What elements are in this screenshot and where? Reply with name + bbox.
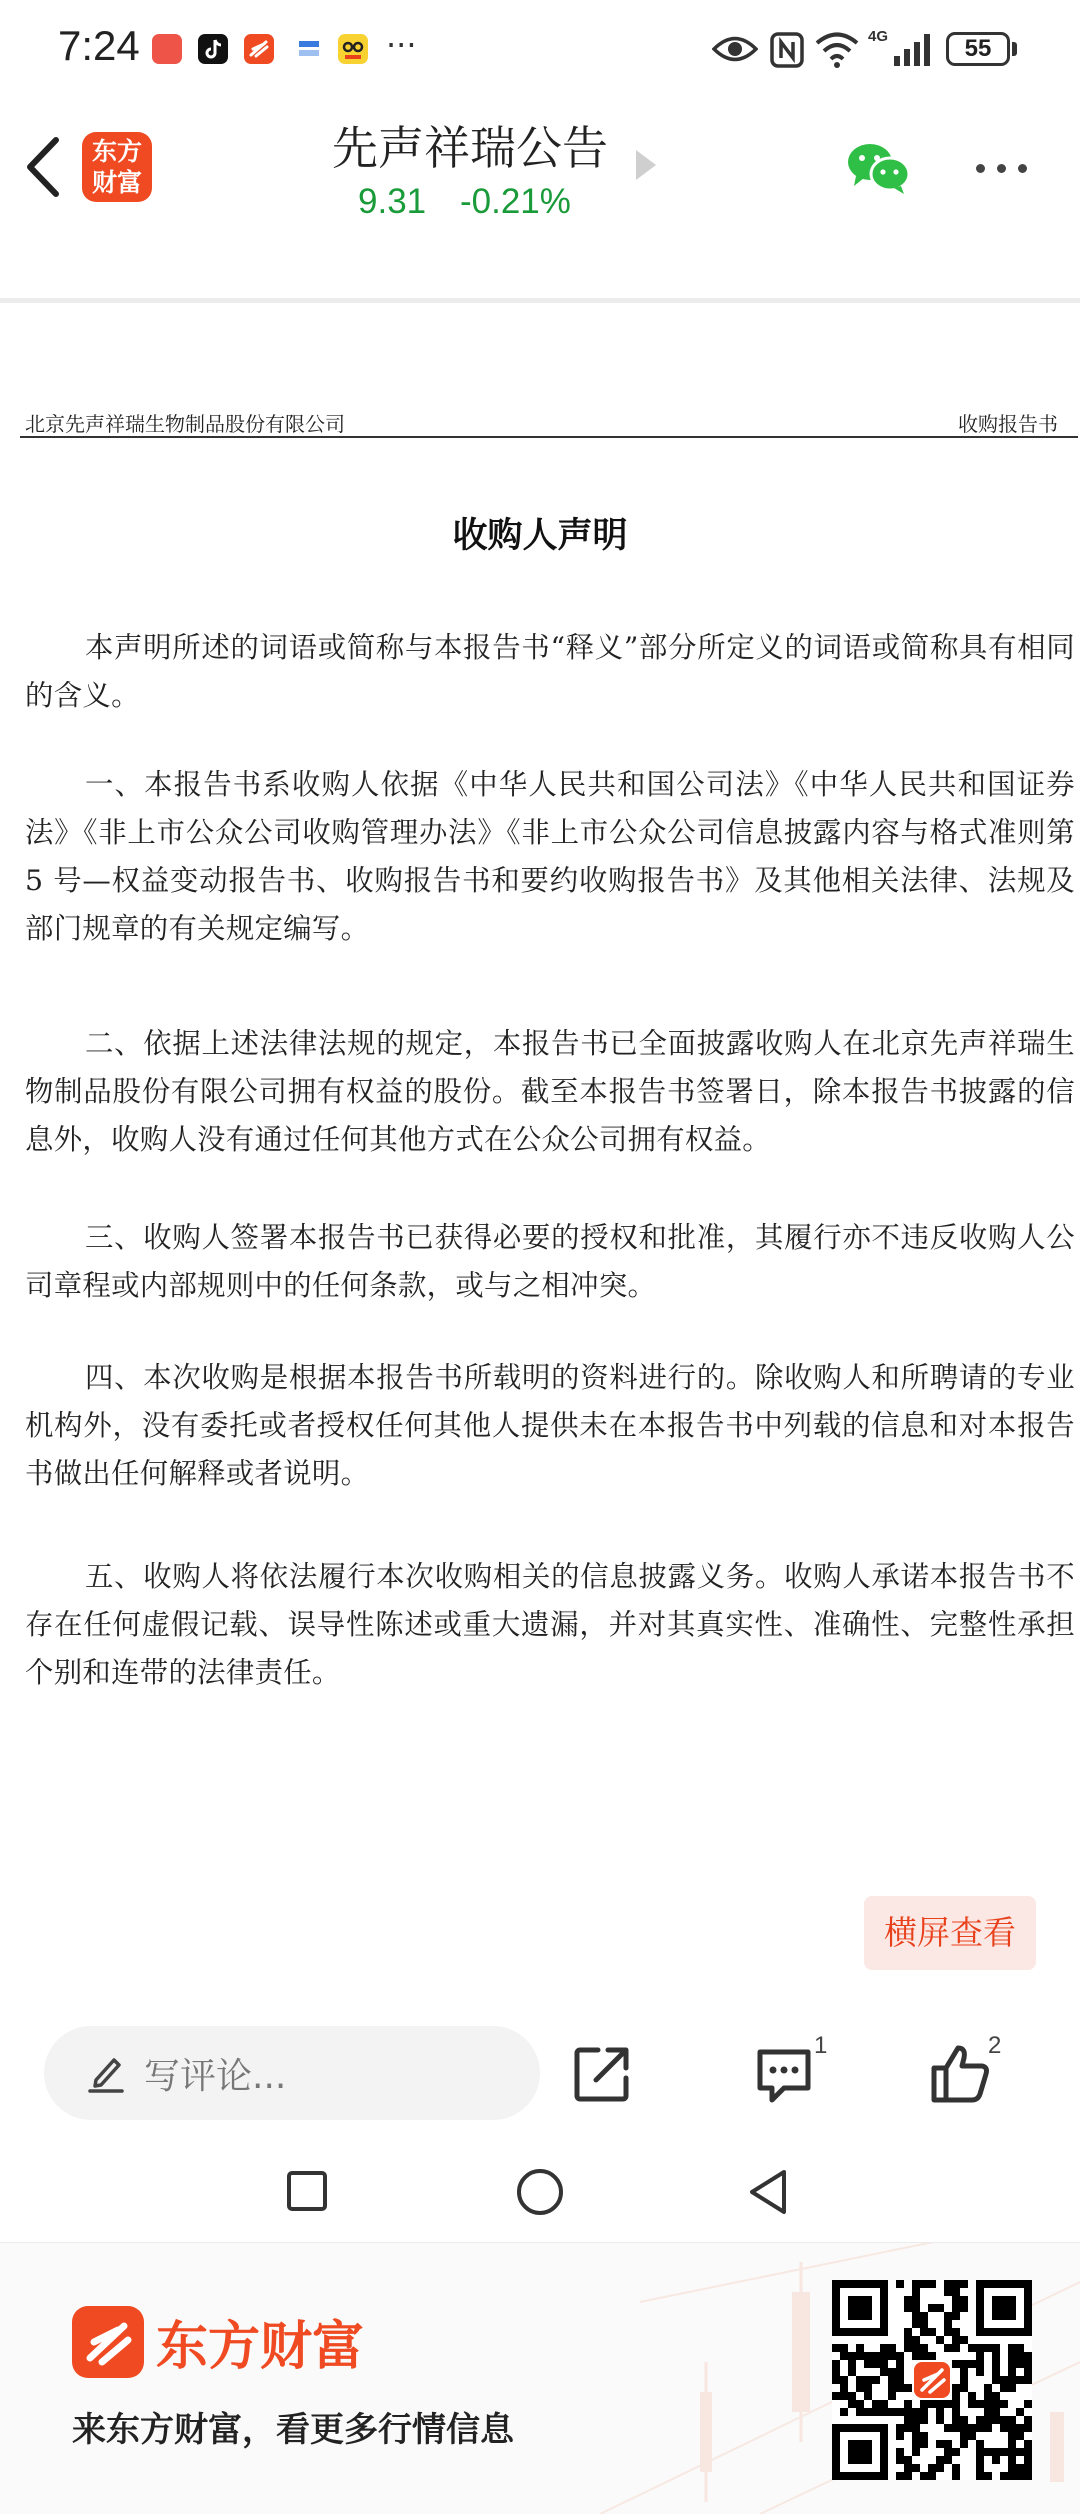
app-notification-icon — [152, 34, 182, 64]
landscape-view-button[interactable]: 横屏查看 — [864, 1896, 1036, 1970]
game-icon — [338, 34, 368, 64]
document-header-rule — [20, 436, 1078, 438]
pen-icon — [86, 2052, 126, 2094]
back-arrow-icon[interactable] — [20, 132, 70, 202]
document-company-header: 北京先声祥瑞生物制品股份有限公司 — [25, 412, 345, 436]
promo-logo-icon — [72, 2306, 144, 2378]
signal-icon — [892, 32, 934, 72]
document-paragraph: 一、本报告书系收购人依据《中华人民共和国公司法》《中华人民共和国证券法》《非上市公众公司收购管理办法》《非上市公众公司信息披露内容与格式准则第 5 号—权益变动报告书、收购报告书和要约收购报告书》及其他相关法律、法规及部门规章的有关规定编写。 — [25, 768, 1075, 945]
eye-icon — [712, 34, 758, 68]
nav-back-icon[interactable] — [746, 2168, 792, 2216]
document-paragraph: 五、收购人将依法履行本次收购相关的信息披露义务。收购人承诺本报告书不存在任何虚假记载、误导性陈述或重大遗漏，并对其真实性、准确性、完整性承担个别和连带的法律责任。 — [25, 1560, 1075, 1689]
comment-icon[interactable] — [754, 2046, 814, 2104]
eastmoney-notification-icon — [244, 34, 274, 64]
recent-apps-icon[interactable] — [286, 2170, 328, 2212]
document-title: 收购人声明 — [452, 516, 628, 556]
nfc-icon — [770, 32, 804, 72]
status-bar — [0, 0, 1080, 100]
promo-slogan: 来东方财富，看更多行情信息 — [72, 2410, 514, 2450]
network-type: 4G — [868, 28, 889, 45]
document-paragraph: 本声明所述的词语或简称与本报告书“释义”部分所定义的词语或简称具有相同的含义。 — [25, 631, 1075, 712]
expand-arrow-icon[interactable] — [636, 150, 656, 180]
like-count: 2 — [988, 2032, 1002, 2059]
header-divider — [0, 298, 1080, 303]
logo-text: 东方 财富 — [91, 137, 142, 197]
message-icon — [298, 40, 320, 58]
document-paragraph: 四、本次收购是根据本报告书所载明的资料进行的。除收购人和所聘请的专业机构外，没有委托或者授权任何其他人提供未在本报告书中列载的信息和对本报告书做出任何解释或者说明。 — [25, 1361, 1075, 1490]
home-icon[interactable] — [516, 2168, 564, 2216]
document-paragraph: 二、依据上述法律法规的规定，本报告书已全面披露收购人在北京先声祥瑞生物制品股份有限公司拥有权益的股份。截至本报告书签署日，除本报告书披露的信息外，收购人没有通过任何其他方式在公众公司拥有权益。 — [25, 1027, 1075, 1156]
more-notifications-indicator: ··· — [386, 26, 417, 64]
comment-count: 1 — [814, 2032, 828, 2059]
promo-brand-name: 东方财富 — [156, 2317, 365, 2377]
page-title[interactable]: 先声祥瑞公告 — [332, 121, 608, 175]
share-icon[interactable] — [572, 2044, 632, 2104]
status-time: 7:24 — [58, 22, 140, 69]
eastmoney-logo[interactable] — [82, 132, 152, 202]
battery-tip — [1012, 42, 1017, 56]
stock-price: 9.31 — [358, 182, 427, 221]
comment-placeholder[interactable]: 写评论... — [144, 2056, 287, 2097]
battery-indicator: 55 — [946, 32, 1010, 66]
more-options-icon[interactable] — [976, 164, 1030, 174]
tiktok-icon — [198, 34, 228, 64]
wechat-share-icon[interactable] — [846, 140, 912, 196]
document-paragraph: 三、收购人签署本报告书已获得必要的授权和批准，其履行亦不违反收购人公司章程或内部规则中的任何条款，或与之相冲突。 — [25, 1221, 1075, 1302]
qr-code[interactable] — [832, 2280, 1032, 2480]
wifi-icon — [814, 30, 860, 72]
document-type-header: 收购报告书 — [958, 412, 1058, 436]
qr-code-image — [832, 2280, 1032, 2480]
thumbs-up-icon[interactable] — [930, 2042, 992, 2104]
stock-change: -0.21% — [460, 182, 571, 221]
